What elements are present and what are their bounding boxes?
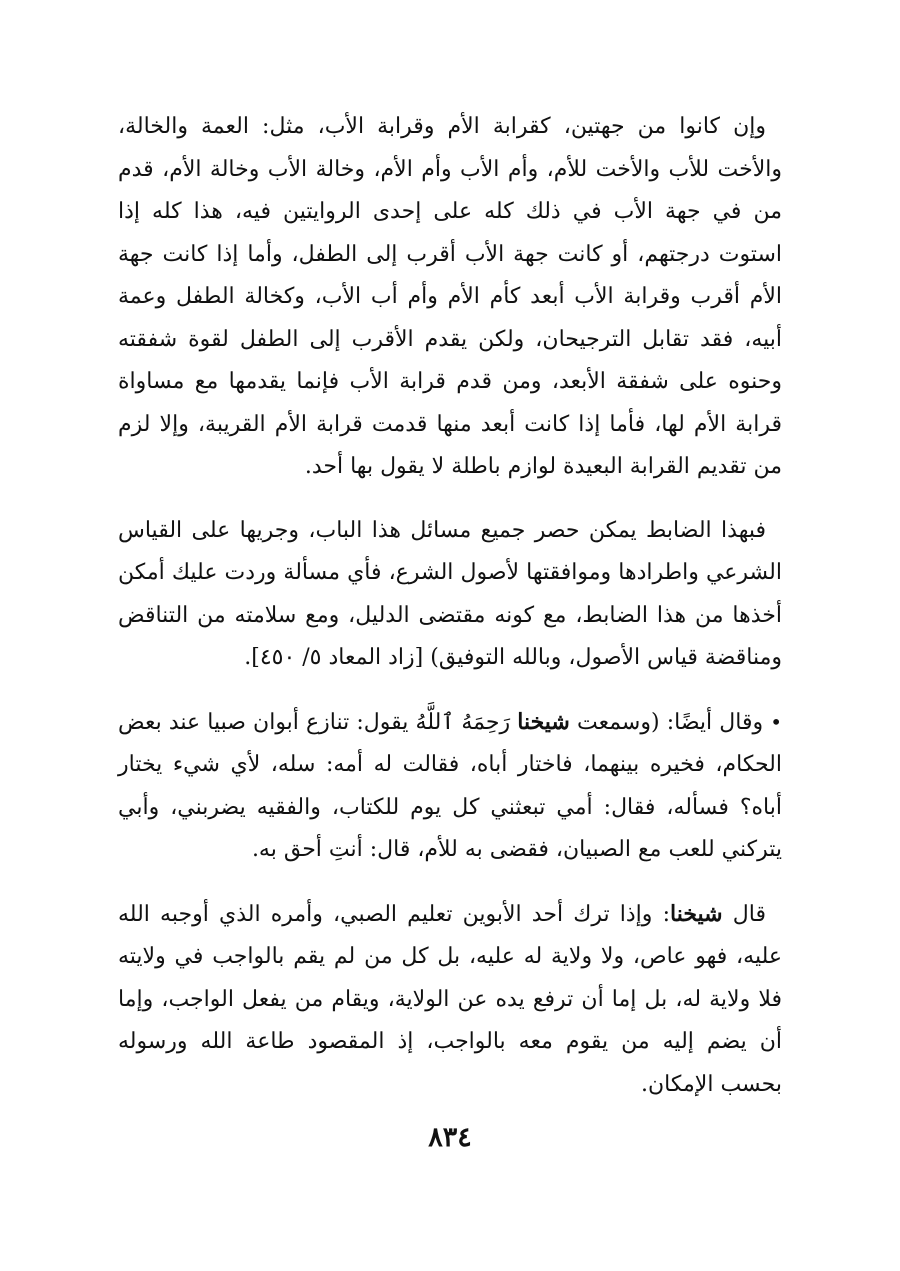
paragraph-lead: قال: [732, 901, 766, 927]
paragraph-text: فبهذا الضابط يمكن حصر جميع مسائل هذا الباب، وجريها على القياس الشرعي واطرادها وموافقتها لأصول الشرع، فأي مسألة وردت عليك أمكن أخذها من هذا الضابط، مع كونه مقتضى الدليل، ومع سلامته من التناقض ومناقضة قياس الأصول، وبالله التوفيق) [زاد المعاد ٥/ ٤٥٠].: [118, 517, 782, 670]
paragraph-text: وإن كانوا من جهتين، كقرابة الأم وقرابة الأب، مثل: العمة والخالة، والأخت للأب والأخت للأم، وأم الأب وأم الأم، وخالة الأب وخالة الأم، قدم من في جهة الأب في ذلك كله على إحدى الروايتين فيه، هذا كله إذا استوت درجتهم، أو كانت جهة الأب أقرب إلى الطفل، وأما إذا كانت جهة الأم أقرب وقرابة الأب أبعد كأم الأم وأم أب الأب، وكخالة الطفل وعمة أبيه، فقد تقابل الترجيحان، ولكن يقدم الأقرب إلى الطفل لقوة شفقته وحنوه على شفقة الأبعد، ومن قدم قرابة الأب فإنما يقدمها مع مساواة قرابة الأم لها، فأما إذا كانت أبعد منها قدمت قرابة الأم القريبة، وإلا لزم من تقديم القرابة البعيدة لوازم باطلة لا يقول بها أحد.: [118, 114, 782, 479]
bold-term-shaykhuna: شيخنا: [669, 900, 723, 927]
bold-term-shaykhuna: شيخنا: [517, 708, 570, 735]
honorific-phrase: رَحِمَهُ ٱللَّهُ: [415, 709, 511, 735]
bullet-icon: •: [770, 709, 783, 734]
paragraph-lead: وقال أيضًا: (وسمعت: [577, 709, 764, 735]
page-body: [118, 106, 782, 1106]
paragraph-child-choice-story: [118, 701, 782, 872]
paragraph-text: يقول: تنازع أبوان صبيا عند بعض الحكام، فخيره بينهما، فاختار أباه، فقالت له أمه: سله، لأي شيء يختار أباه؟ فسأله، فقال: أمي تبعثني كل يوم للكتاب، والفقيه يضربني، وأبي يتركني للعب مع الصبيان، فقضى به للأم، قال: أنتِ أحق به.: [118, 709, 782, 862]
page-number: ٨٣٤: [428, 1122, 472, 1153]
paragraph-guardian-duty: [118, 893, 782, 1107]
paragraph-rule-summary: [118, 510, 782, 680]
paragraph-text: : وإذا ترك أحد الأبوين تعليم الصبي، وأمره الذي أوجبه الله عليه، فهو عاص، ولا ولاية له عليه، بل كل من لم يقم بالواجب في ولايته فلا ولاية له، بل إما أن ترفع يده عن الولاية، ويقام من يفعل الواجب، وإما أن يضم إليه من يقوم معه بالواجب، إذ المقصود طاعة الله ورسوله بحسب الإمكان.: [118, 901, 782, 1097]
paragraph-custody-proximity: [118, 106, 782, 489]
